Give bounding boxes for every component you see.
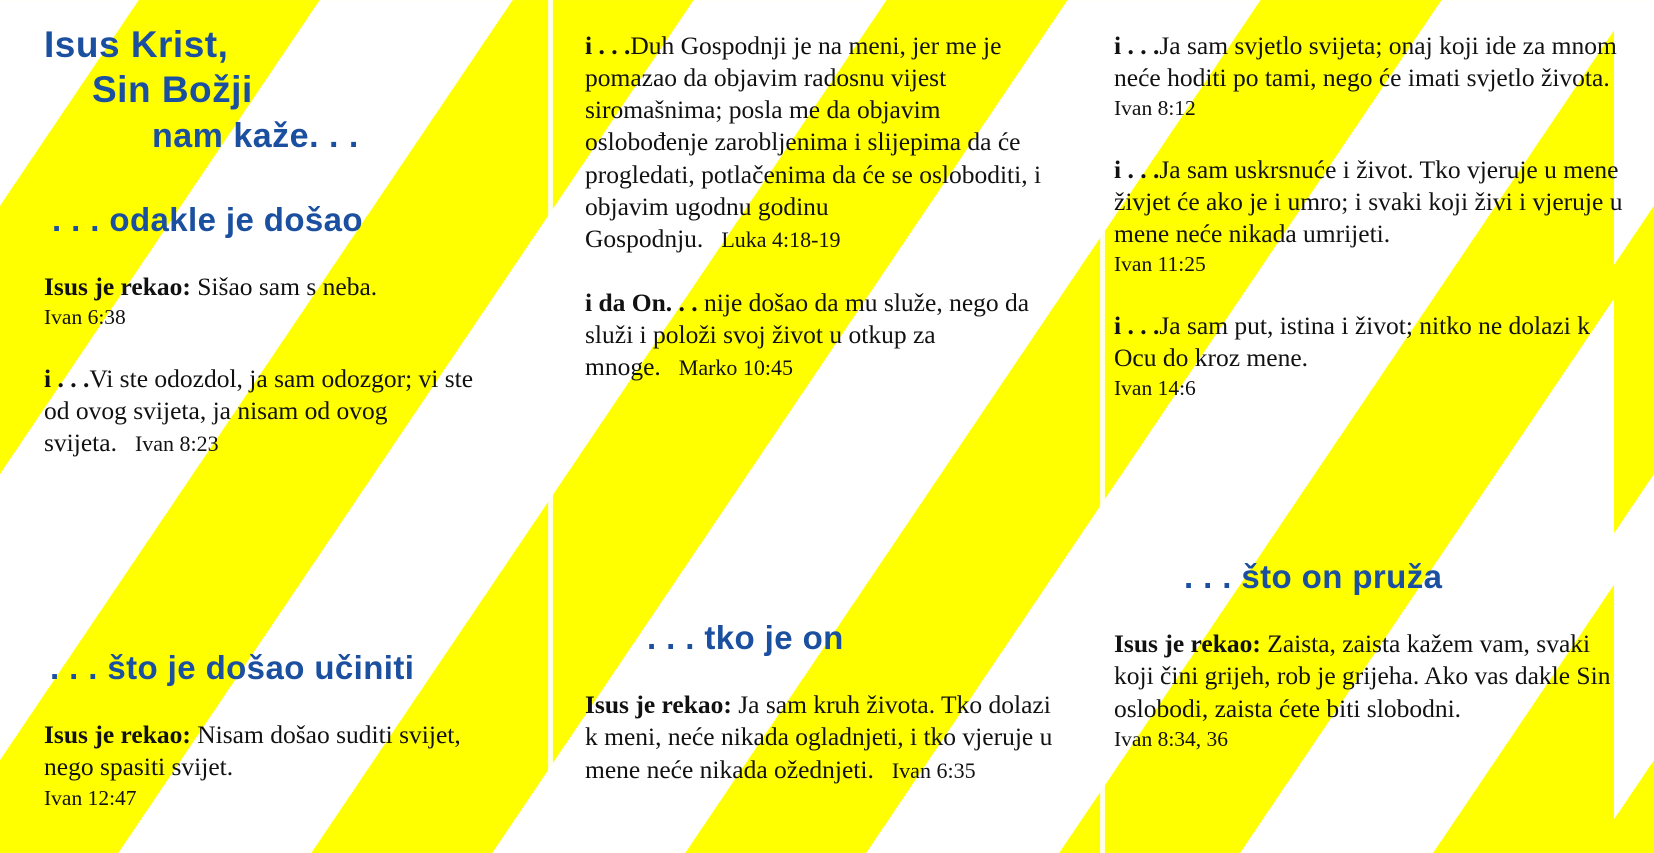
verse-reference: Ivan 8:23 bbox=[134, 431, 219, 457]
verse-text: Ja sam uskrsnuće i život. Tko vjeruje u mene živjet će ako je i umro; i svaki koji živi i vjeruje u mene neće nikada umrijeti. bbox=[1114, 155, 1623, 249]
section-heading-purpose: . . . što je došao učiniti bbox=[50, 649, 415, 687]
verse-reference: Ivan 11:25 bbox=[1114, 252, 1206, 277]
verse-block bbox=[1114, 154, 1623, 250]
verse-text: Sišao sam s neba. bbox=[190, 271, 378, 301]
verse-reference: Ivan 8:34, 36 bbox=[1114, 726, 1229, 751]
section-heading-identity: . . . tko je on bbox=[647, 619, 844, 657]
verse-text: Vi ste odozdol, ja sam odozgor; vi ste od ovog svijeta, ja nisam od ovog svijeta. bbox=[44, 363, 474, 458]
verse-reference: Ivan 6:35 bbox=[891, 757, 976, 783]
panel-1 bbox=[0, 0, 551, 853]
verse-lead: i . . . bbox=[1114, 31, 1160, 60]
document-title bbox=[44, 24, 495, 155]
verse-text: Zaista, zaista kažem vam, svaki koji čini grijeh, rob je grijeha. Ako vas dakle Sin oslobodi, zaista ćete biti slobodni. bbox=[1114, 629, 1611, 723]
verse-text: Duh Gospodnji je na meni, jer me je pomazao da objavim radosnu vijest siromašnima; posla me da objavim oslobođenje zarobljenima i slijepima da će progledati, potlačenima da će se osloboditi, i objavim ugodnu godinu Gospodnju. bbox=[585, 31, 1042, 253]
title-line-2: Sin Božji bbox=[92, 69, 253, 111]
verse-reference: Ivan 6:38 bbox=[44, 305, 126, 330]
verse-lead: Isus je rekao: bbox=[44, 720, 191, 750]
verse-reference: Marko 10:45 bbox=[678, 355, 794, 381]
title-line-3: nam kaže. . . bbox=[152, 116, 359, 155]
verse-reference: Ivan 14:6 bbox=[1114, 376, 1196, 401]
verse-text: Ja sam kruh života. Tko dolazi k meni, neće nikada ogladnjeti, i tko vjeruje u mene neće nikada ožednjeti. bbox=[585, 690, 1053, 784]
verse-block bbox=[1114, 310, 1623, 374]
verse-reference: Ivan 12:47 bbox=[44, 785, 137, 810]
panel-2 bbox=[551, 0, 1102, 853]
verse-lead: Isus je rekao: bbox=[585, 690, 732, 720]
verse-reference: Ivan 8:12 bbox=[1114, 96, 1196, 121]
verse-block bbox=[585, 30, 1058, 255]
section-heading-offer: . . . što on pruža bbox=[1184, 558, 1443, 596]
verse-text: nije došao da mu služe, nego da služi i položi svoj život u otkup za mnoge. bbox=[585, 287, 1030, 382]
verse-block bbox=[585, 287, 1058, 383]
verse-lead: i . . . bbox=[1114, 311, 1160, 341]
verse-block bbox=[44, 363, 495, 459]
verse-lead: i . . . bbox=[1114, 155, 1160, 185]
verse-reference: Luka 4:18-19 bbox=[721, 226, 841, 252]
verse-lead: i . . . bbox=[585, 31, 631, 60]
verse-block bbox=[44, 719, 495, 783]
verse-lead: Isus je rekao: bbox=[44, 271, 191, 301]
section-heading-origin: . . . odakle je došao bbox=[52, 200, 363, 238]
verse-block bbox=[44, 271, 495, 303]
verse-block bbox=[585, 689, 1058, 785]
verse-lead: Isus je rekao: bbox=[1114, 629, 1261, 659]
panel-3 bbox=[1102, 0, 1653, 853]
verse-text: Nisam došao suditi svijet, nego spasiti svijet. bbox=[44, 720, 461, 782]
verse-block bbox=[1114, 628, 1623, 724]
verse-block bbox=[1114, 30, 1623, 94]
verse-lead: i . . . bbox=[44, 363, 90, 393]
title-line-1: Isus Krist, bbox=[44, 24, 229, 65]
verse-lead: i da On. . . bbox=[585, 287, 698, 317]
verse-text: Ja sam svjetlo svijeta; onaj koji ide za mnom neće hoditi po tami, nego će imati svjetlo života. bbox=[1114, 31, 1617, 93]
verse-text: Ja sam put, istina i život; nitko ne dolazi k Ocu do kroz mene. bbox=[1114, 311, 1590, 373]
